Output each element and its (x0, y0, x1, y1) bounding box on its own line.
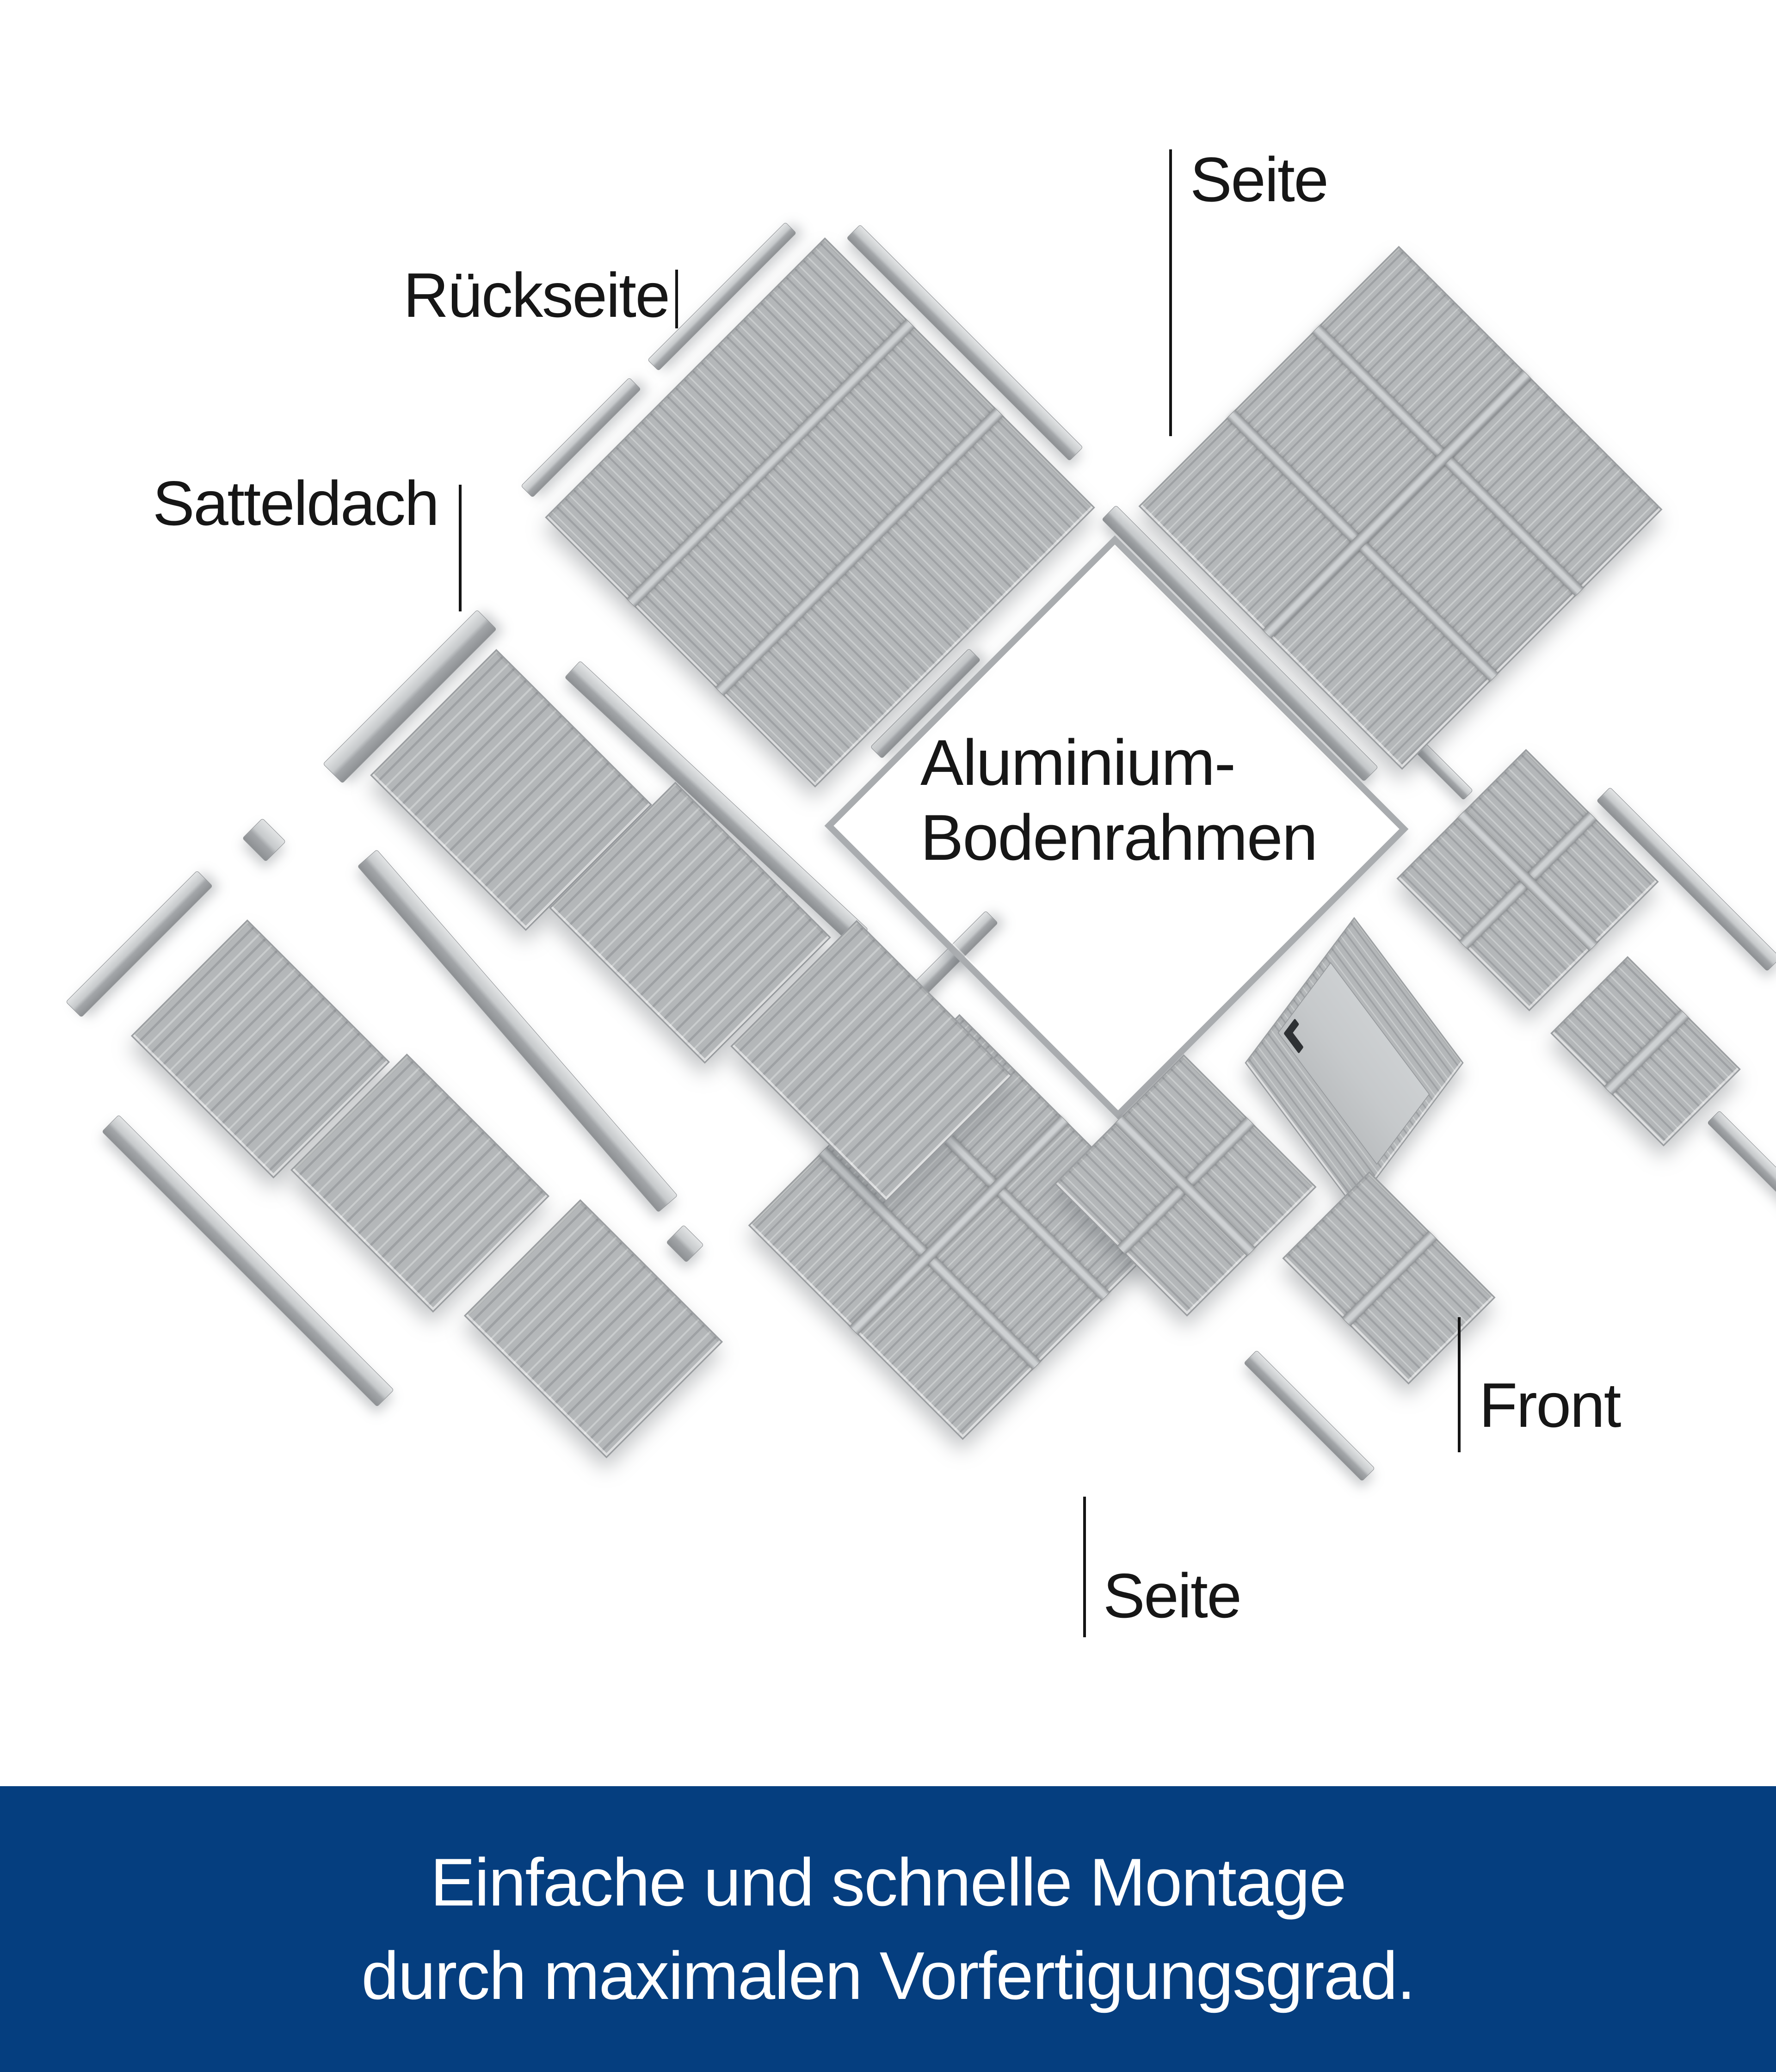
front-segment-rail (1342, 1231, 1437, 1326)
leader-seite-bottom (1083, 1497, 1086, 1637)
front-corner-profile (1414, 741, 1474, 801)
leader-satteldach (459, 485, 462, 611)
banner-line2: durch maximalen Vorfertigungsgrad. (361, 1938, 1415, 2013)
leader-seite-top (1169, 149, 1172, 436)
label-bodenrahmen-line1: Aluminium- (920, 726, 1235, 799)
label-seite-bottom: Seite (1103, 1560, 1241, 1631)
front-segment-lower (1282, 1171, 1495, 1384)
front-segment-rail (1604, 1010, 1689, 1095)
roof-end-cap (242, 818, 286, 862)
label-bodenrahmen-line2: Bodenrahmen (920, 801, 1317, 874)
banner (0, 1786, 1776, 2072)
banner-line1: Einfache und schnelle Montage (430, 1844, 1346, 1920)
label-satteldach: Satteldach (153, 468, 438, 538)
label-seite-top: Seite (1190, 144, 1328, 215)
leader-front (1458, 1317, 1461, 1452)
side-wall-bottom-rail-bottom (1244, 1350, 1375, 1481)
front-edge-profile-lower (1707, 1110, 1776, 1221)
roof-corner-cap (666, 1225, 704, 1263)
leader-rueckseite (675, 270, 678, 328)
label-rueckseite: Rückseite (403, 260, 669, 330)
back-wall-purlin-2 (715, 407, 1003, 695)
back-wall-purlin-1 (627, 319, 914, 607)
door-leaf (1278, 962, 1430, 1165)
label-front: Front (1479, 1370, 1620, 1440)
label-bodenrahmen (920, 725, 1317, 875)
